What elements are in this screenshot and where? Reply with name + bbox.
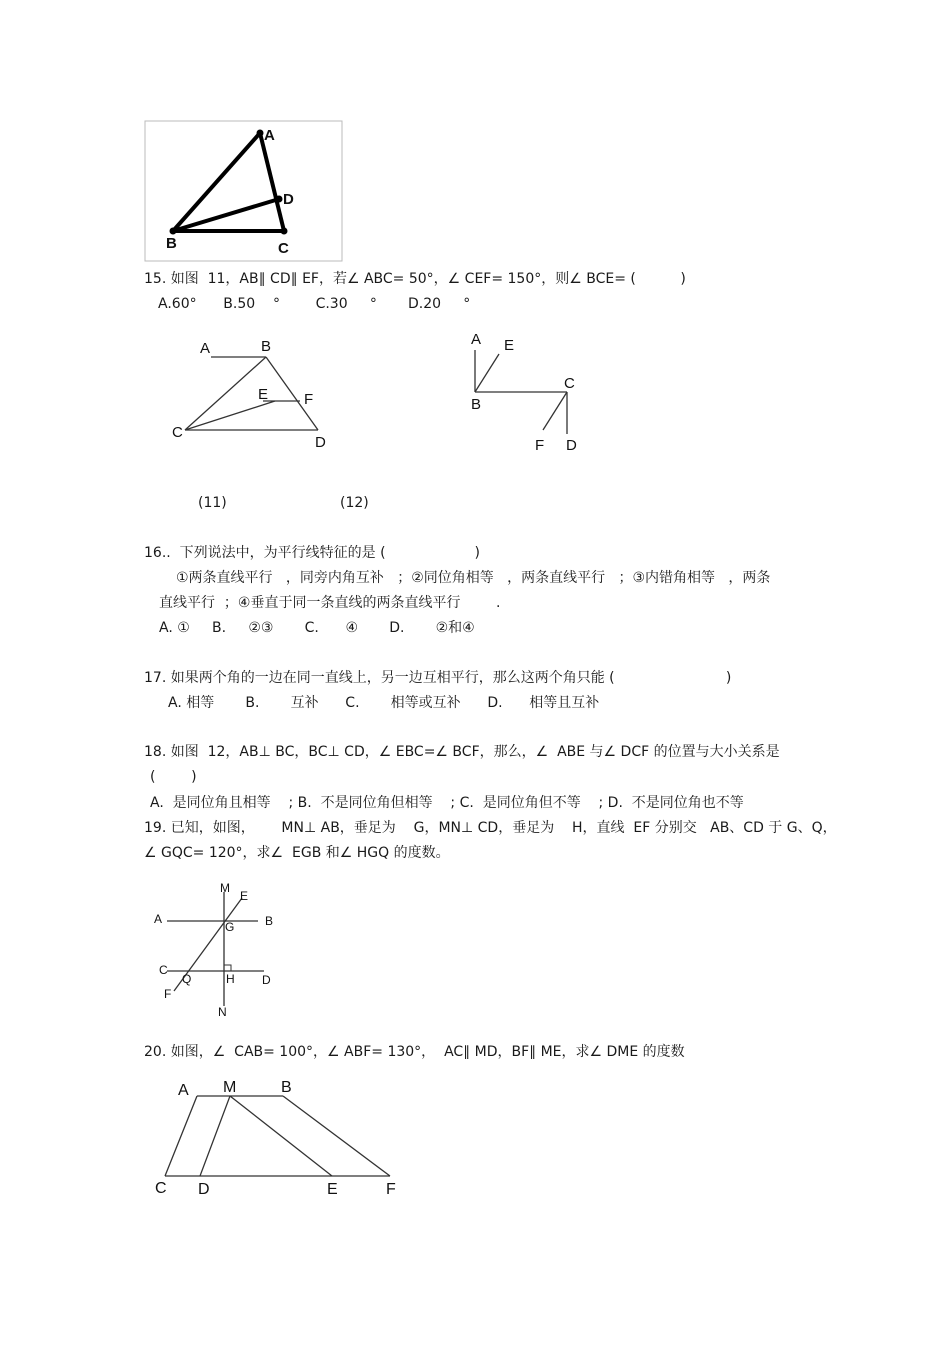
- question-16-stem: 16.. 下列说法中，为平行线特征的是 ( ): [144, 545, 480, 561]
- label-d: D: [283, 191, 294, 208]
- segment-bc: [185, 357, 269, 430]
- label-f: F: [386, 1181, 396, 1198]
- label-m: M: [220, 881, 230, 895]
- question-20-stem: 20. 如图，∠ CAB= 100°，∠ ABF= 130°， AC∥ MD，BF∥ ME，求∠ DME 的度数: [144, 1044, 685, 1060]
- segment-md: [200, 1096, 230, 1176]
- label-d: D: [315, 434, 326, 451]
- label-q: Q: [182, 972, 192, 986]
- label-m: M: [223, 1079, 237, 1096]
- label-c: C: [172, 424, 183, 441]
- label-a: A: [200, 340, 211, 357]
- question-19-line-2: ∠ GQC= 120°，求∠ EGB 和∠ HGQ 的度数。: [144, 845, 450, 861]
- label-e: E: [240, 889, 249, 903]
- segment-ac: [260, 133, 284, 231]
- question-16-line-1: ①两条直线平行 ，同旁内角互补 ；②同位角相等 ，两条直线平行 ；③内错角相等 ，两条: [176, 570, 771, 586]
- label-c: C: [159, 963, 168, 977]
- label-n: N: [218, 1005, 227, 1019]
- point-c: [281, 228, 288, 235]
- label-h: H: [226, 972, 235, 986]
- segment-be: [475, 354, 499, 392]
- question-19-stem: 19. 已知，如图， MN⊥ AB，垂足为 G，MN⊥ CD，垂足为 H，直线 EF 分别交 AB、CD 于 G、Q，: [144, 820, 837, 836]
- label-c: C: [278, 240, 289, 257]
- label-e: E: [258, 386, 269, 403]
- label-c: C: [564, 375, 575, 392]
- question-18-paren: ( ): [150, 769, 197, 785]
- figure-12-caption: (12): [340, 495, 369, 511]
- question-18-options: A. 是同位角且相等 ; B. 不是同位角但相等 ; C. 是同位角但不等 ; D. 不是同位角也不等: [150, 795, 744, 811]
- question-17-options: A. 相等 B. 互补 C. 相等或互补 D. 相等且互补: [168, 695, 600, 711]
- label-e: E: [504, 337, 515, 354]
- label-a: A: [264, 127, 275, 144]
- point-b: [170, 228, 177, 235]
- point-d: [276, 196, 283, 203]
- figure-triangle-abd: [144, 120, 344, 262]
- figure-20: [150, 1073, 405, 1203]
- label-b: B: [261, 338, 272, 355]
- label-b: B: [166, 235, 177, 252]
- label-e: E: [327, 1181, 338, 1198]
- question-16-options: A. ① B. ②③ C. ④ D. ②和④: [159, 620, 475, 636]
- label-b: B: [471, 396, 482, 413]
- question-15-stem: 15. 如图 11，AB∥ CD∥ EF，若∠ ABC= 50°，∠ CEF= 150°，则∠ BCE= ( ): [144, 271, 686, 287]
- label-f: F: [535, 437, 545, 454]
- label-f: F: [164, 987, 172, 1001]
- question-16-line-2: 直线平行 ；④垂直于同一条直线的两条直线平行 .: [159, 595, 501, 611]
- figure-11: [165, 335, 345, 460]
- label-c: C: [155, 1180, 167, 1197]
- label-a: A: [178, 1082, 189, 1099]
- label-d: D: [198, 1181, 210, 1198]
- label-a: A: [471, 331, 482, 348]
- label-b: B: [265, 914, 274, 928]
- label-d: D: [262, 973, 271, 987]
- figure-12: [462, 326, 592, 458]
- question-17-stem: 17. 如果两个角的一边在同一直线上，另一边互相平行，那么这两个角只能 ( ): [144, 670, 732, 686]
- label-d: D: [566, 437, 577, 454]
- figure-11-caption: (11): [198, 495, 227, 511]
- figure-19: [148, 878, 283, 1023]
- segment-ac: [165, 1096, 197, 1176]
- label-f: F: [304, 391, 314, 408]
- label-g: G: [225, 920, 235, 934]
- point-a: [257, 130, 264, 137]
- segment-ce: [185, 401, 275, 430]
- segment-bf: [283, 1096, 390, 1176]
- segment-cf: [543, 392, 567, 430]
- right-angle-mark: [224, 965, 231, 971]
- question-15-options: A.60° B.50 ° C.30 ° D.20 °: [158, 296, 471, 312]
- segment-me: [230, 1096, 332, 1176]
- label-b: B: [281, 1079, 292, 1096]
- label-a: A: [154, 912, 163, 926]
- question-18-stem: 18. 如图 12，AB⊥ BC，BC⊥ CD，∠ EBC=∠ BCF，那么，∠ ABE 与∠ DCF 的位置与大小关系是: [144, 744, 780, 760]
